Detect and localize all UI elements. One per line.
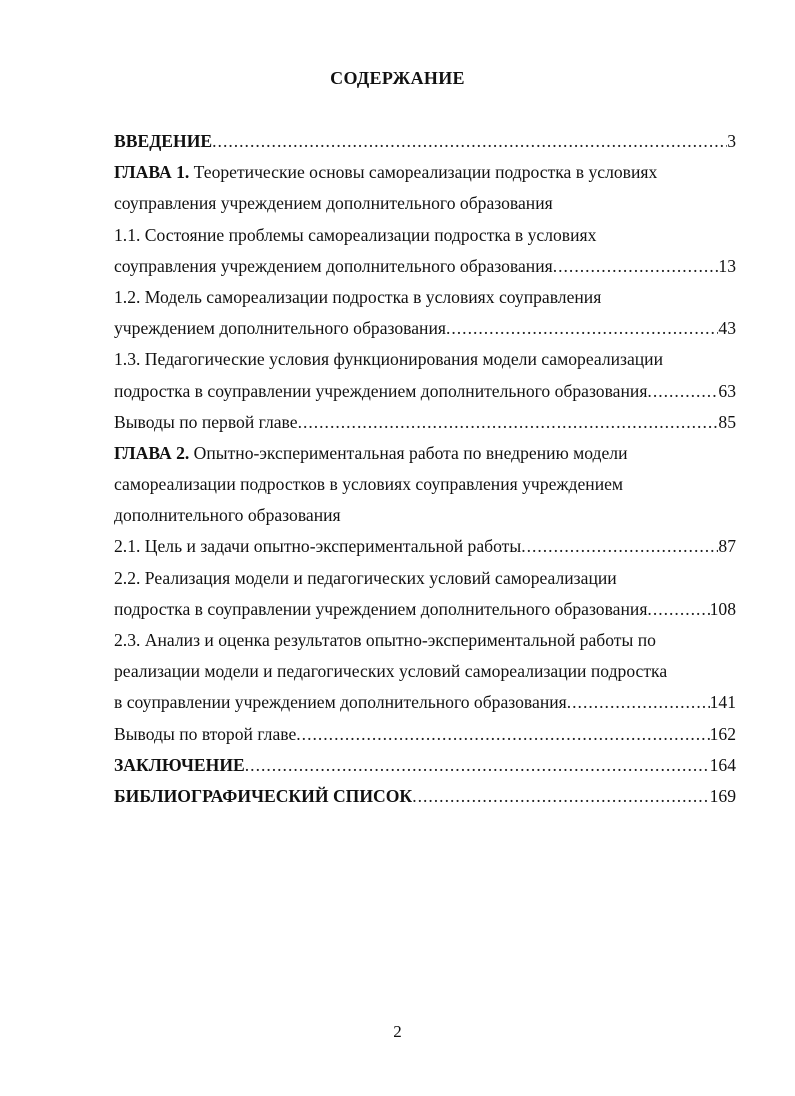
toc-conclusions-chapter-1[interactable]	[114, 407, 736, 438]
toc-entry-page: 87	[718, 536, 736, 557]
dot-leader	[296, 719, 709, 750]
toc-entry-page: 141	[709, 692, 736, 713]
toc-chapter-2-heading-cont: дополнительного образования	[114, 505, 341, 526]
toc-section-2-3-cont[interactable]	[114, 687, 736, 718]
toc-entry-title: Выводы по второй главе	[114, 723, 297, 744]
toc-section-2-2[interactable]: 2.2. Реализация модели и педагогических условий самореализации	[114, 567, 617, 588]
toc-entry-title: соуправления учреждением дополнительного образования	[114, 255, 553, 276]
toc-entry-title: подростка в соуправлении учреждением дополнительного образования	[114, 598, 648, 619]
toc-section-1-1-cont[interactable]	[114, 251, 736, 282]
toc-entry-page: 3	[727, 131, 736, 151]
toc-chapter-2-heading[interactable]	[114, 438, 736, 469]
toc-chapter-1-heading-cont: соуправления учреждением дополнительного образования	[114, 193, 553, 214]
page-title: СОДЕРЖАНИЕ	[330, 68, 465, 88]
toc-entry-title: 2.1. Цель и задачи опытно-экспериментальной работы	[114, 536, 522, 557]
toc-entry-title: учреждением дополнительного образования	[114, 318, 446, 339]
dot-leader	[553, 251, 719, 282]
chapter-label: ГЛАВА 1.	[114, 162, 190, 183]
toc-conclusions-chapter-2[interactable]	[114, 719, 736, 750]
toc-section-1-3[interactable]: 1.3. Педагогические условия функционирования модели самореализации	[114, 349, 664, 370]
toc-section-2-3[interactable]: 2.3. Анализ и оценка результатов опытно-экспериментальной работы по	[114, 630, 656, 650]
chapter-title: Опытно-экспериментальная работа по внедрению модели	[189, 442, 628, 463]
toc-entry-page: 164	[709, 754, 736, 775]
toc-entry-intro[interactable]	[114, 126, 736, 157]
toc-chapter-1-heading[interactable]	[114, 157, 736, 188]
dot-leader	[446, 313, 718, 344]
toc-section-1-3-cont[interactable]	[114, 376, 736, 407]
dot-leader	[521, 531, 718, 562]
toc-entry-title: Выводы по первой главе	[114, 411, 298, 432]
chapter-label: ГЛАВА 2.	[114, 442, 190, 463]
toc-section-1-2[interactable]: 1.2. Модель самореализации подростка в условиях соуправления	[114, 286, 602, 307]
dot-leader	[412, 781, 709, 812]
toc-entry-title: БИБЛИОГРАФИЧЕСКИЙ СПИСОК	[114, 785, 413, 806]
dot-leader	[647, 376, 718, 407]
toc-section-2-2-cont[interactable]	[114, 594, 736, 625]
toc-entry-conclusion[interactable]	[114, 750, 736, 781]
toc-entry-page: 85	[718, 411, 736, 432]
dot-leader	[245, 750, 710, 781]
toc-entry-page: 162	[709, 723, 736, 744]
toc-section-1-2-cont[interactable]	[114, 313, 736, 344]
chapter-title: Теоретические основы самореализации подростка в условиях	[189, 162, 658, 183]
toc-entry-page: 43	[718, 318, 736, 339]
toc-section-2-3-cont: реализации модели и педагогических условий самореализации подростка	[114, 661, 668, 682]
toc-entry-page: 63	[718, 380, 736, 401]
table-of-contents	[114, 126, 736, 812]
toc-entry-title: ЗАКЛЮЧЕНИЕ	[114, 754, 245, 775]
toc-entry-page: 13	[718, 255, 736, 276]
toc-section-1-1[interactable]: 1.1. Состояние проблемы самореализации подростка в условиях	[114, 224, 597, 245]
toc-entry-title: в соуправлении учреждением дополнительного образования	[114, 692, 567, 713]
toc-entry-page: 169	[709, 785, 736, 806]
toc-entry-bibliography[interactable]	[114, 781, 736, 812]
dot-leader	[567, 687, 710, 718]
toc-section-2-1[interactable]	[114, 531, 736, 562]
dot-leader	[212, 126, 727, 157]
toc-chapter-2-heading-cont: самореализации подростков в условиях соуправления учреждением	[114, 474, 624, 495]
toc-entry-title: подростка в соуправлении учреждением дополнительного образования	[114, 380, 648, 401]
dot-leader	[647, 594, 709, 625]
toc-entry-title: ВВЕДЕНИЕ	[114, 131, 213, 151]
toc-entry-page: 108	[709, 598, 736, 619]
dot-leader	[298, 407, 719, 438]
page-number: 2	[393, 1022, 402, 1041]
